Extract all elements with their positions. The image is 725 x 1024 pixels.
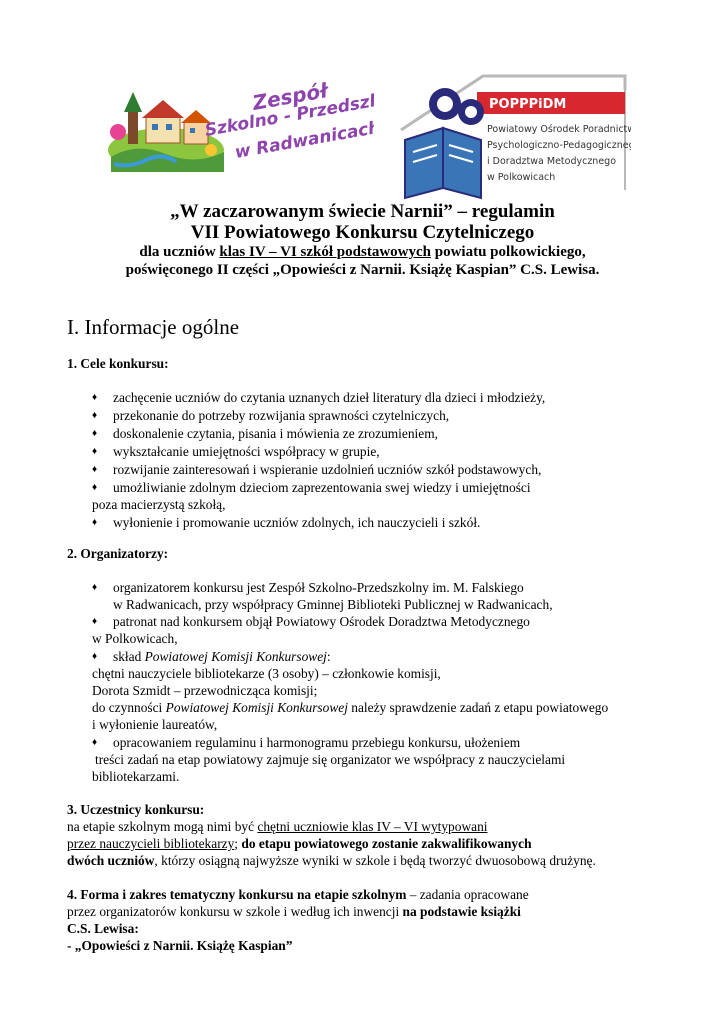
list-item: organizatorem konkursu jest Zespół Szkolno-Przedszkolny im. M. Falskiego	[113, 580, 524, 595]
paragraph-line: C.S. Lewisa:	[67, 921, 139, 936]
paragraph-line: dwóch uczniów, którzy osiągną najwyższe wyniki w szkole i będą tworzyć dwuosobową drużynę.	[67, 853, 596, 868]
school-logo-text-1: Zespół	[250, 78, 330, 115]
list-item-continuation: bibliotekarzami.	[92, 769, 180, 784]
goals-heading: 1. Cele konkursu:	[67, 356, 169, 371]
center-acronym: POPPPiDM	[489, 97, 567, 112]
bullet-icon: ♦	[92, 651, 98, 662]
paragraph-line: przez organizatorów konkursu w szkole i według ich inwencji na podstawie książki	[67, 904, 521, 919]
center-name-4: w Polkowicach	[487, 172, 556, 183]
list-item: wyłonienie i promowanie uczniów zdolnych, ich nauczycieli i szkół.	[113, 515, 481, 530]
bullet-icon: ♦	[92, 392, 98, 403]
bullet-icon: ♦	[92, 582, 98, 593]
list-item-continuation: w Polkowicach,	[92, 631, 178, 646]
bullet-icon: ♦	[92, 428, 98, 439]
list-item: opracowaniem regulaminu i harmonogramu przebiegu konkursu, ułożeniem	[113, 735, 521, 750]
bullet-icon: ♦	[92, 737, 98, 748]
list-item: wykształcanie umiejętności współpracy w grupie,	[113, 444, 380, 459]
list-item-continuation: w Radwanicach, przy współpracy Gminnej Biblioteki Publicznej w Radwanicach,	[113, 597, 553, 612]
list-item-continuation: do czynności Powiatowej Komisji Konkursowej należy sprawdzenie zadań z etapu powiatowego	[92, 700, 609, 715]
bullet-icon: ♦	[92, 410, 98, 421]
list-item: rozwijanie zainteresowań i wspieranie uzdolnień uczniów szkół podstawowych,	[113, 462, 542, 477]
center-name-2: Psychologiczno-Pedagogicznego	[487, 140, 631, 151]
school-logo-text-2: Szkolno - Przedszkolny	[203, 83, 374, 141]
list-item: doskonalenie czytania, pisania i mówienia ze zrozumieniem,	[113, 426, 438, 441]
center-logo	[393, 70, 631, 202]
list-item-continuation: Dorota Szmidt – przewodnicząca komisji;	[92, 683, 318, 698]
form-heading-line: 4. Forma i zakres tematyczny konkursu na etapie szkolnym – zadania opracowane	[67, 887, 529, 902]
list-item-continuation: chętni nauczyciele bibliotekarze (3 osoby) – członkowie komisji,	[92, 666, 441, 681]
bullet-icon: ♦	[92, 446, 98, 457]
bullet-icon: ♦	[92, 616, 98, 627]
section-heading: I. Informacje ogólne	[67, 315, 240, 339]
paragraph-line: przez nauczycieli bibliotekarzy; do etapu powiatowego zostanie zakwalifikowanych	[67, 836, 532, 851]
bullet-icon: ♦	[92, 517, 98, 528]
center-name-3: i Doradztwa Metodycznego	[487, 156, 617, 167]
paragraph-line: na etapie szkolnym mogą nimi być chętni uczniowie klas IV – VI wytypowani	[67, 819, 488, 834]
title-line-1: „W zaczarowanym świecie Narnii” – regulamin	[170, 201, 555, 222]
organizers-heading: 2. Organizatorzy:	[67, 546, 169, 561]
book-title: - „Opowieści z Narnii. Książę Kaspian”	[67, 938, 293, 953]
bullet-icon: ♦	[92, 482, 98, 493]
title-line-4: poświęconego II części „Opowieści z Narnii. Książę Kaspian” C.S. Lewisa.	[125, 262, 600, 278]
list-item-continuation: poza macierzystą szkołą,	[92, 497, 226, 512]
list-item: zachęcenie uczniów do czytania uznanych dzieł literatury dla dzieci i młodzieży,	[113, 390, 546, 405]
list-item-continuation: treści zadań na etap powiatowy zajmuje się organizator we współpracy z nauczycielami	[95, 752, 566, 767]
list-item-continuation: i wyłonienie laureatów,	[92, 717, 218, 732]
title-line-3: dla uczniów klas IV – VI szkół podstawowych powiatu polkowickiego,	[139, 244, 586, 260]
list-item: przekonanie do potrzeby rozwijania sprawności czytelniczych,	[113, 408, 450, 423]
title-line-2: VII Powiatowego Konkursu Czytelniczego	[190, 222, 535, 243]
list-item: patronat nad konkursem objął Powiatowy Ośrodek Doradztwa Metodycznego	[113, 614, 530, 629]
list-item: umożliwianie zdolnym dzieciom zaprezentowania swej wiedzy i umiejętności	[113, 480, 531, 495]
school-logo	[106, 72, 374, 177]
school-logo-text-3: w Radwanicach	[233, 117, 374, 163]
list-item: skład Powiatowej Komisji Konkursowej:	[113, 649, 331, 664]
bullet-icon: ♦	[92, 464, 98, 475]
participants-heading: 3. Uczestnicy konkursu:	[67, 802, 205, 817]
center-name-1: Powiatowy Ośrodek Poradnictwa	[487, 124, 631, 135]
